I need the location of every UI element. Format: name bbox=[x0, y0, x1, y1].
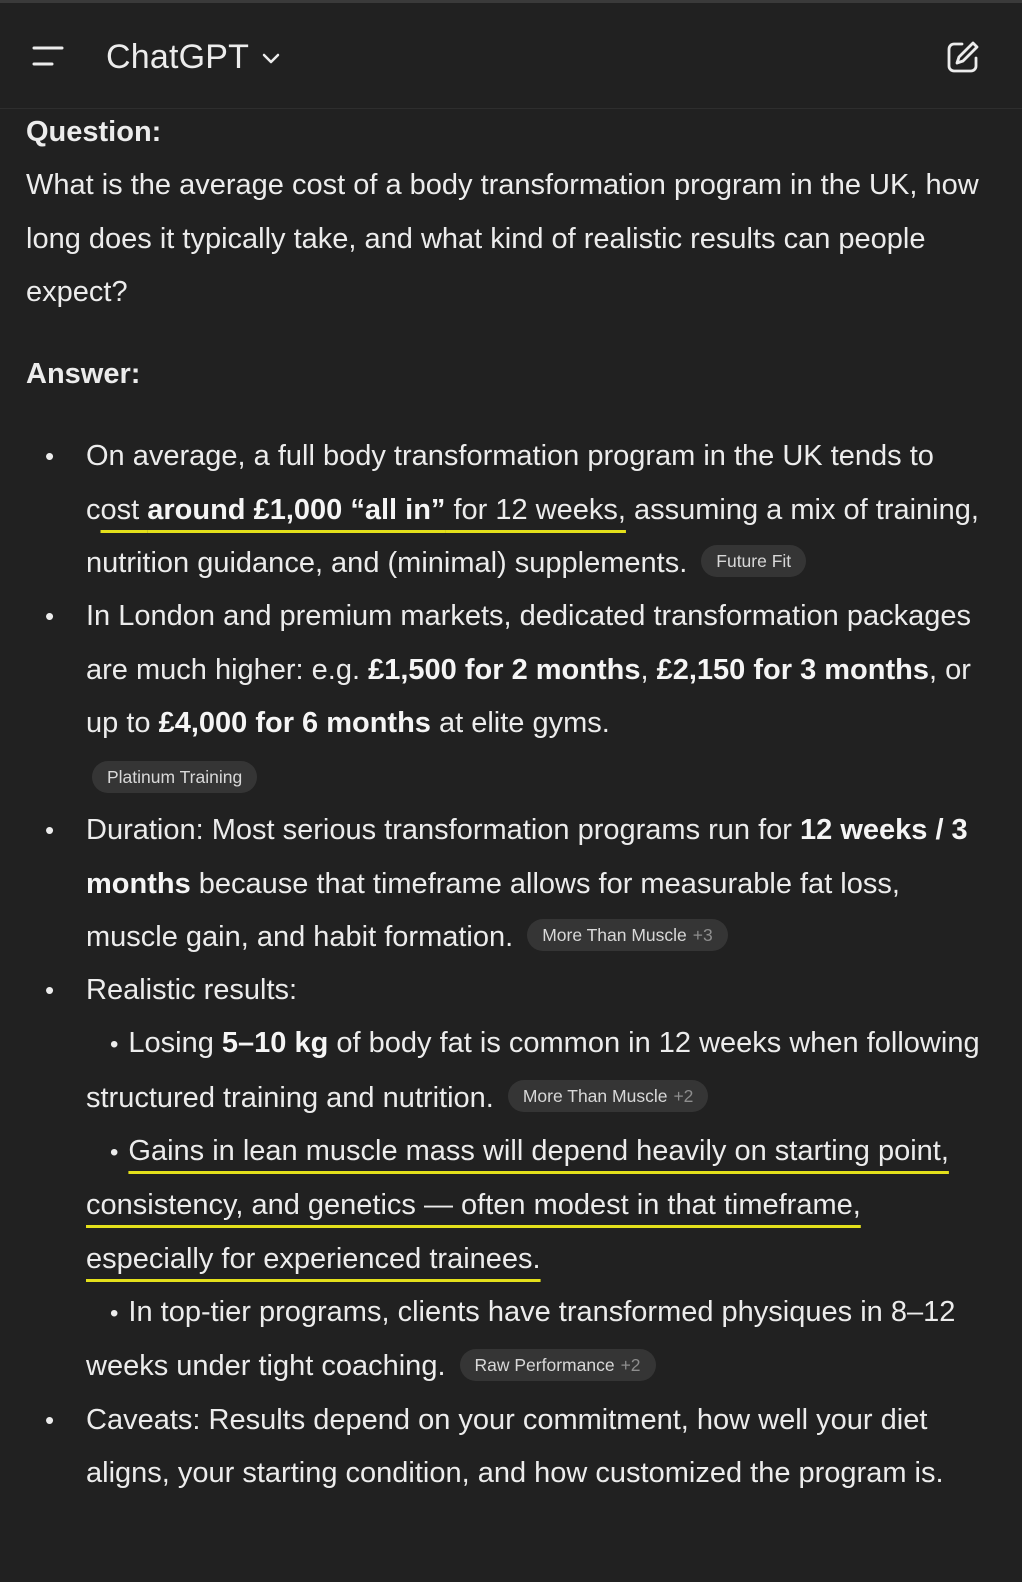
list-item bbox=[26, 1394, 988, 1501]
b1-text-2: ost bbox=[100, 493, 148, 526]
chip-label: More Than Muscle bbox=[542, 925, 687, 946]
b3-text-2: because that timeframe allows for measurable fat loss, muscle gain, and habit formation. bbox=[86, 867, 900, 953]
app-title: ChatGPT bbox=[106, 37, 250, 76]
question-text: What is the average cost of a body transformation program in the UK, how long does it typically take, and what kind of realistic results can people expect? bbox=[26, 169, 979, 308]
chevron-down-icon bbox=[261, 52, 281, 66]
sub-item bbox=[86, 1286, 988, 1394]
b5-text: Caveats: Results depend on your commitment, how well your diet aligns, your starting condition, and how customized the program is. bbox=[86, 1403, 944, 1489]
s1-text-1: Losing bbox=[128, 1027, 222, 1060]
list-item bbox=[26, 590, 988, 804]
chip-label: Future Fit bbox=[716, 551, 792, 572]
question-heading: Question: bbox=[26, 116, 162, 148]
chip-extra-count: +2 bbox=[673, 1086, 694, 1107]
b1-text-4: assuming a mix of training, nutrition guidance, and (minimal) supplements. bbox=[86, 493, 979, 580]
b2-text-2: , bbox=[640, 653, 657, 686]
b2-bold-3: £4,000 for 6 months bbox=[158, 706, 431, 739]
list-item bbox=[26, 964, 988, 1393]
list-item bbox=[26, 804, 988, 964]
source-chip-future-fit[interactable] bbox=[701, 545, 806, 577]
b2-text-1: In London and premium markets, dedicated transformation packages are much higher: e.g. bbox=[86, 600, 971, 686]
b1-text-1: On average, a full body transformation program in the UK tends to c bbox=[86, 440, 934, 526]
answer-list bbox=[26, 430, 988, 1500]
answer-heading: Answer: bbox=[26, 358, 141, 391]
b2-bold-1: £1,500 for 2 months bbox=[368, 653, 641, 686]
chip-label: Platinum Training bbox=[107, 767, 243, 788]
s3-text: In top-tier programs, clients have transformed physiques in 8–12 weeks under tight coaching. bbox=[86, 1295, 956, 1383]
sub-item bbox=[86, 1125, 988, 1286]
list-item bbox=[26, 430, 988, 590]
chip-label: More Than Muscle bbox=[522, 1086, 668, 1107]
new-chat-icon[interactable] bbox=[945, 39, 981, 75]
source-chip-more-than-muscle[interactable] bbox=[527, 919, 728, 951]
b1-bold-1: around £1,000 “all in” bbox=[147, 493, 446, 526]
chip-row bbox=[86, 750, 988, 804]
source-chip-platinum-training[interactable] bbox=[92, 761, 257, 793]
app-header bbox=[0, 3, 1022, 109]
b1-text-3: for 12 weeks, bbox=[445, 493, 626, 526]
b4-heading: Realistic results: bbox=[86, 974, 298, 1007]
b2-bold-2: £2,150 for 3 months bbox=[656, 653, 929, 686]
sub-bullet: • bbox=[110, 1299, 119, 1327]
b2-text-4: at elite gyms. bbox=[430, 706, 610, 739]
message-content bbox=[26, 106, 988, 1500]
source-chip-more-than-muscle-2[interactable] bbox=[508, 1080, 709, 1112]
b3-text-1: Duration: Most serious transformation programs run for bbox=[86, 814, 800, 847]
b2-text-3: , or up to bbox=[86, 653, 971, 739]
s1-bold: 5–10 kg bbox=[221, 1027, 329, 1060]
sub-bullet: • bbox=[110, 1139, 119, 1167]
sub-bullet: • bbox=[110, 1031, 119, 1059]
model-selector[interactable] bbox=[106, 33, 281, 81]
chip-extra-count: +3 bbox=[692, 925, 713, 946]
chip-extra-count: +2 bbox=[620, 1354, 641, 1375]
source-chip-raw-performance[interactable] bbox=[460, 1349, 656, 1381]
highlighted-cost bbox=[101, 494, 626, 526]
sub-item bbox=[86, 1017, 988, 1125]
menu-icon[interactable] bbox=[30, 43, 66, 69]
b3-bold-1: 12 weeks / 3 months bbox=[86, 814, 968, 900]
s1-text-2: of body fat is common in 12 weeks when following structured training and nutrition. bbox=[86, 1027, 980, 1114]
chip-label: Raw Performance bbox=[474, 1354, 615, 1375]
highlighted-muscle-gains: Gains in lean muscle mass will depend heavily on starting point, consistency, and genetics — often modest in that timeframe, especially for experienced trainees. bbox=[86, 1135, 949, 1275]
